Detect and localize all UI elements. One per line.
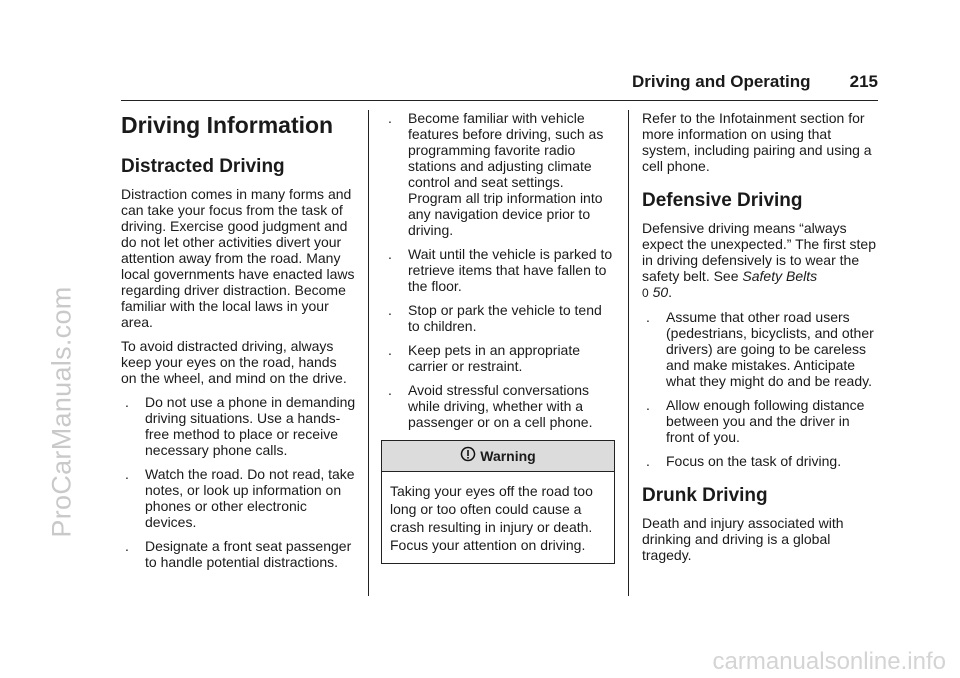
list-item	[121, 466, 356, 530]
column-divider-1	[368, 110, 369, 596]
defensive-text: Defensive driving means “always expect the unexpected.” The first step in driving defensively is to wear the safety belt. See	[642, 220, 876, 284]
bullet-mark: .	[125, 538, 129, 554]
paragraph-defensive	[642, 220, 878, 301]
warning-box	[381, 440, 615, 564]
bullet-mark: .	[388, 302, 392, 318]
list-item-text: Assume that other road users (pedestrians, bicyclists, and other drivers) are going to be careless and make mistakes. Anticipate what they might do and be ready.	[666, 309, 874, 389]
list-item	[642, 397, 878, 445]
heading-distracted-driving: Distracted Driving	[121, 156, 285, 177]
paragraph-distraction: Distraction comes in many forms and can take your focus from the task of driving. Exercise good judgment and do not let other activities divert your attention away from the road. Many local governments have enacted laws regarding driver distraction. Become familiar with the local laws in your area.	[121, 186, 355, 330]
column-divider-2	[628, 110, 629, 596]
list-item-text: Watch the road. Do not read, take notes, or look up information on phones or other electronic devices.	[145, 466, 355, 530]
safety-belts-link[interactable]: Safety Belts	[742, 268, 818, 284]
heading-drunk-driving: Drunk Driving	[642, 485, 768, 506]
list-item	[642, 453, 878, 469]
warning-icon	[460, 446, 476, 466]
list-item-text: Allow enough following distance between you and the driver in front of you.	[666, 397, 865, 445]
bullet-list-col2	[384, 110, 616, 430]
paragraph-avoid-distraction: To avoid distracted driving, always keep your eyes on the road, hands on the wheel, and mind on the drive.	[121, 338, 347, 386]
column-2	[384, 110, 616, 564]
list-item	[384, 342, 616, 374]
header-rule	[121, 100, 878, 101]
list-item	[384, 302, 616, 334]
bullet-mark: .	[388, 342, 392, 358]
bullet-mark: .	[125, 466, 129, 482]
section-title: Driving and Operating	[632, 72, 811, 91]
page-header	[632, 72, 878, 94]
list-item-text: Become familiar with vehicle features before driving, such as programming favorite radio stations and adjusting climate control and seat settings. Program all trip information into any navigation device prior to driving.	[408, 110, 604, 238]
bullet-list-col1	[121, 394, 356, 570]
list-item-text: Keep pets in an appropriate carrier or restraint.	[408, 342, 581, 374]
bullet-mark: .	[646, 309, 650, 325]
paragraph-drunk: Death and injury associated with drinking and driving is a global tragedy.	[642, 515, 844, 563]
list-item-text: Focus on the task of driving.	[666, 453, 842, 469]
bullet-mark: .	[125, 394, 129, 410]
heading-defensive-driving: Defensive Driving	[642, 190, 803, 211]
page-ref-arrow: 0	[642, 286, 649, 300]
bullet-mark: .	[388, 246, 392, 262]
list-item-text: Designate a front seat passenger to handle potential distractions.	[145, 538, 352, 570]
bullet-list-col3	[642, 309, 878, 469]
side-watermark: ProCarManuals.com	[46, 286, 77, 538]
bullet-mark: .	[388, 110, 392, 126]
column-1	[121, 110, 356, 578]
list-item	[121, 538, 356, 570]
bottom-watermark: carmanualsonline.info	[712, 648, 946, 675]
paragraph-infotainment: Refer to the Infotainment section for more information on using that system, including pairing and using a cell phone.	[642, 110, 872, 174]
list-item-text: Wait until the vehicle is parked to retrieve items that have fallen to the floor.	[408, 246, 613, 294]
bullet-mark: .	[646, 397, 650, 413]
list-item	[384, 110, 616, 238]
list-item	[384, 382, 616, 430]
warning-text: Taking your eyes off the road too long or too often could cause a crash resulting in injury or death. Focus your attention on driving.	[390, 483, 593, 553]
column-3	[642, 110, 878, 571]
bullet-mark: .	[388, 382, 392, 398]
list-item-text: Avoid stressful conversations while driving, whether with a passenger or on a cell phone.	[408, 382, 593, 430]
bullet-mark: .	[646, 453, 650, 469]
list-item	[642, 309, 878, 389]
list-item-text: Do not use a phone in demanding driving situations. Use a hands-free method to place or receive necessary phone calls.	[145, 394, 356, 458]
warning-title: Warning	[480, 448, 536, 464]
list-item	[121, 394, 356, 458]
page-number: 215	[849, 72, 878, 91]
list-item	[384, 246, 616, 294]
list-item-text: Stop or park the vehicle to tend to children.	[408, 302, 602, 334]
page-ref-number[interactable]: 50	[652, 284, 669, 300]
warning-header	[382, 441, 614, 472]
page-title: Driving Information	[121, 112, 334, 138]
page-ref-end: .	[668, 284, 673, 300]
